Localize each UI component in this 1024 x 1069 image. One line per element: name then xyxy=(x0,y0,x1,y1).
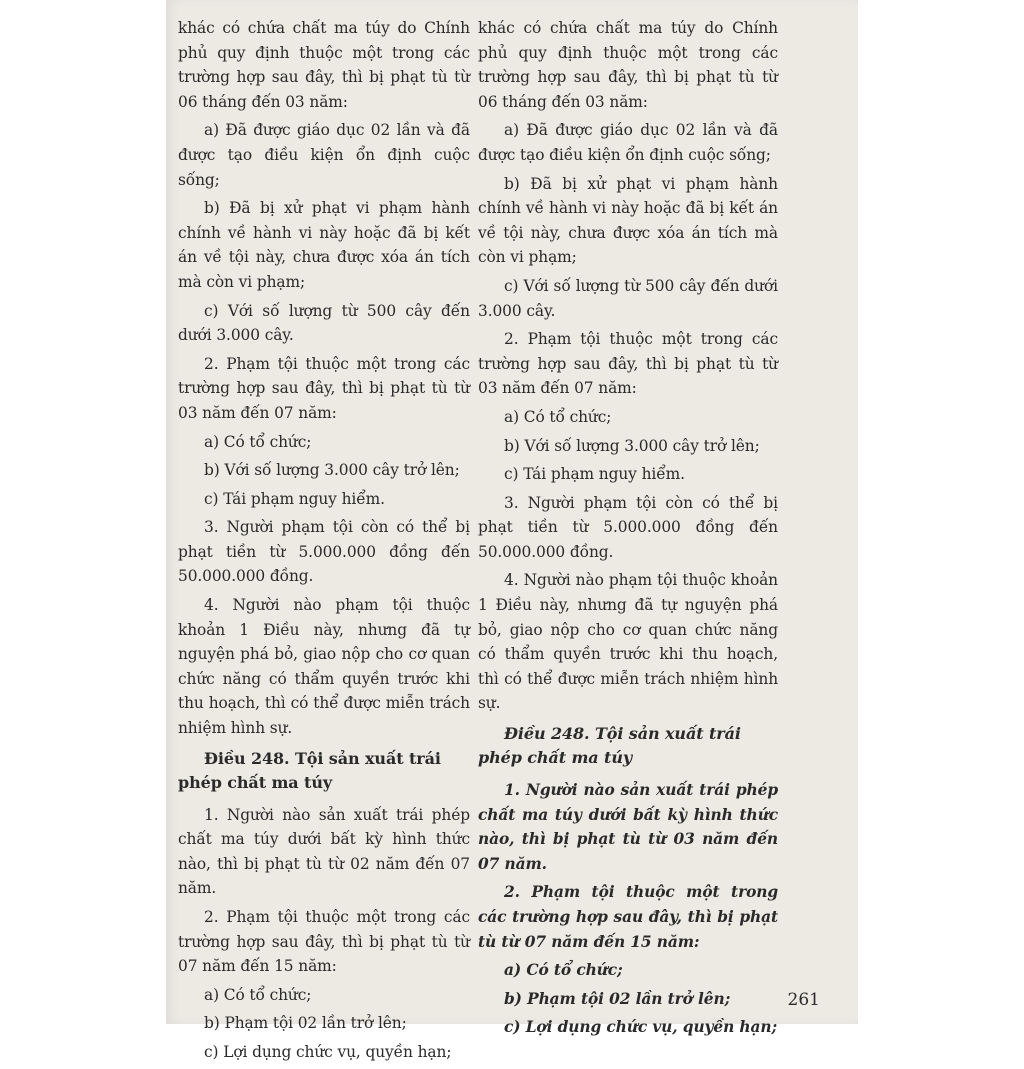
paragraph: a) Đã được giáo dục 02 lần và đã được tạo điều kiện ổn định cuộc sống; xyxy=(178,121,470,189)
article-heading: Điều 248. Tội sản xuất trái phép chất ma túy xyxy=(478,724,741,768)
paragraph: 2. Phạm tội thuộc một trong các trường hợp sau đây, thì bị phạt tù từ 03 năm đến 07 năm: xyxy=(478,330,778,398)
page-number: 261 xyxy=(787,990,820,1010)
left-column xyxy=(178,16,470,1069)
paragraph: c) Tái phạm nguy hiểm. xyxy=(504,465,685,484)
paragraph: b) Với số lượng 3.000 cây trở lên; xyxy=(204,461,460,480)
paragraph: a) Có tổ chức; xyxy=(204,985,312,1004)
paragraph: 1. Người nào sản xuất trái phép chất ma túy dưới bất kỳ hình thức nào, thì bị phạt tù từ 02 năm đến 07 năm. xyxy=(178,805,470,898)
paragraph: b) Với số lượng 3.000 cây trở lên; xyxy=(504,436,760,455)
paragraph: 3. Người phạm tội còn có thể bị phạt tiền từ 5.000.000 đồng đến 50.000.000 đồng. xyxy=(478,493,778,561)
right-column xyxy=(478,16,778,1044)
paragraph: b) Đã bị xử phạt vi phạm hành chính về hành vi này hoặc đã bị kết án về tội này, chưa được xóa án tích mà còn vi phạm; xyxy=(178,199,470,291)
book-page xyxy=(166,0,858,1061)
amended-paragraph: c) Lợi dụng chức vụ, quyền hạn; xyxy=(504,1018,778,1037)
paragraph: khác có chứa chất ma túy do Chính phủ quy định thuộc một trong các trường hợp sau đây, thì bị phạt tù từ 06 tháng đến 03 năm: xyxy=(178,19,470,111)
paragraph: c) Với số lượng từ 500 cây đến dưới 3.000 cây. xyxy=(478,276,778,320)
paragraph: c) Với số lượng từ 500 cây đến dưới 3.000 cây. xyxy=(178,301,470,345)
paragraph: b) Đã bị xử phạt vi phạm hành chính về hành vi này hoặc đã bị kết án về tội này, chưa được xóa án tích mà còn vi phạm; xyxy=(478,174,778,267)
paragraph: 2. Phạm tội thuộc một trong các trường hợp sau đây, thì bị phạt tù từ 03 năm đến 07 năm: xyxy=(178,354,470,422)
paragraph: 2. Phạm tội thuộc một trong các trường hợp sau đây, thì bị phạt tù từ 07 năm đến 15 năm: xyxy=(178,908,470,976)
paragraph: 4. Người nào phạm tội thuộc khoản 1 Điều này, nhưng đã tự nguyện phá bỏ, giao nộp cho cơ quan chức năng có thẩm quyền trước khi thu hoạch, thì có thể được miễn trách nhiệm hình sự. xyxy=(478,571,778,713)
paragraph: b) Phạm tội 02 lần trở lên; xyxy=(204,1014,407,1033)
amended-paragraph: 2. Phạm tội thuộc một trong các trường hợp sau đây, thì bị phạt tù từ 07 năm đến 15 năm: xyxy=(478,883,778,951)
amended-paragraph: a) Có tổ chức; xyxy=(504,961,623,980)
paragraph: a) Có tổ chức; xyxy=(204,432,312,451)
paragraph: a) Có tổ chức; xyxy=(504,407,612,426)
paragraph: c) Lợi dụng chức vụ, quyền hạn; xyxy=(204,1042,452,1061)
paragraph: 4. Người nào phạm tội thuộc khoản 1 Điều này, nhưng đã tự nguyện phá bỏ, giao nộp cho cơ quan chức năng có thẩm quyền trước khi thu hoạch, thì có thể được miễn trách nhiệm hình sự. xyxy=(178,596,470,738)
article-heading: Điều 248. Tội sản xuất trái phép chất ma túy xyxy=(178,748,441,792)
paragraph: 3. Người phạm tội còn có thể bị phạt tiền từ 5.000.000 đồng đến 50.000.000 đồng. xyxy=(178,518,470,586)
paragraph: c) Tái phạm nguy hiểm. xyxy=(204,489,385,508)
paragraph: a) Đã được giáo dục 02 lần và đã được tạo điều kiện ổn định cuộc sống; xyxy=(478,121,778,164)
paragraph: khác có chứa chất ma túy do Chính phủ quy định thuộc một trong các trường hợp sau đây, thì bị phạt tù từ 06 tháng đến 03 năm: xyxy=(478,19,778,111)
amended-paragraph: 1. Người nào sản xuất trái phép chất ma túy dưới bất kỳ hình thức nào, thì bị phạt tù từ 03 năm đến 07 năm. xyxy=(478,781,778,873)
amended-paragraph: b) Phạm tội 02 lần trở lên; xyxy=(504,989,731,1008)
